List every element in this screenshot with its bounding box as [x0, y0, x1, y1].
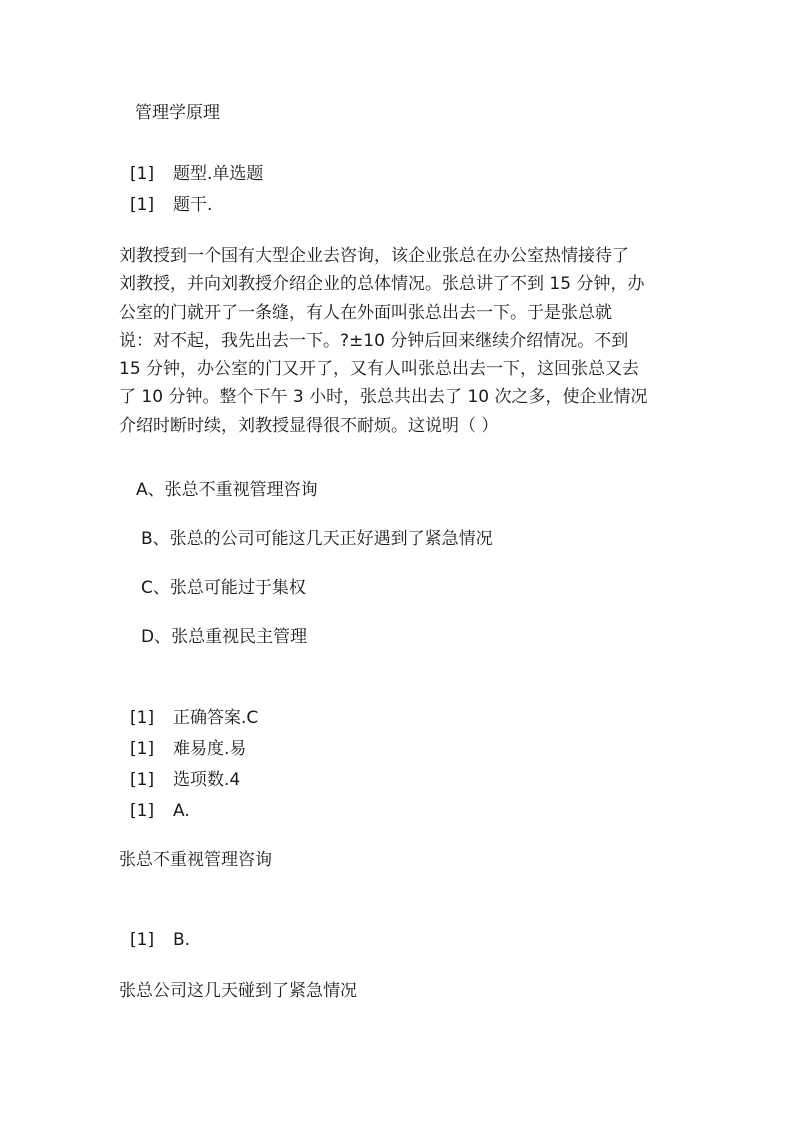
ref-mark: [1]	[130, 770, 155, 790]
question-line: 介绍时断时续，刘教授显得很不耐烦。这说明（ ）	[119, 415, 499, 436]
meta-correct-answer	[130, 707, 258, 729]
doc-title: 管理学原理	[135, 103, 220, 123]
meta-option-b-label	[130, 929, 190, 951]
question-line: 15 分钟，办公室的门又开了，又有人叫张总出去一下，这回张总又去	[119, 359, 640, 380]
ref-mark: [1]	[130, 164, 155, 184]
question-line: 了 10 分钟。整个下午 3 小时，张总共出去了 10 次之多，使企业情况	[119, 387, 648, 408]
meta-difficulty	[130, 738, 246, 760]
question-line: 刘教授，并向刘教授介绍企业的总体情况。张总讲了不到 15 分钟，办	[119, 274, 645, 295]
meta-question-type	[130, 163, 263, 185]
option-b: B、张总的公司可能这几天正好遇到了紧急情况	[141, 529, 493, 549]
option-b-text: 张总公司这几天碰到了紧急情况	[119, 981, 357, 1001]
option-b-label: B.	[173, 930, 191, 950]
question-stem-label: 题干.	[173, 195, 213, 215]
ref-mark: [1]	[130, 195, 155, 215]
ref-mark: [1]	[130, 739, 155, 759]
question-text	[119, 242, 679, 440]
option-d: D、张总重视民主管理	[141, 627, 308, 647]
option-c: C、张总可能过于集权	[141, 578, 306, 598]
option-a-text: 张总不重视管理咨询	[119, 850, 272, 870]
meta-option-a-label	[130, 800, 190, 822]
option-a-label: A.	[173, 801, 190, 821]
difficulty: 难易度.易	[173, 739, 247, 759]
option-count: 选项数.4	[173, 770, 241, 790]
meta-option-count	[130, 769, 240, 791]
ref-mark: [1]	[130, 708, 155, 728]
question-type: 题型.单选题	[173, 164, 264, 184]
ref-mark: [1]	[130, 801, 155, 821]
question-line: 公室的门就开了一条缝，有人在外面叫张总出去一下。于是张总就	[119, 302, 612, 323]
question-line: 说：对不起，我先出去一下。?±10 分钟后回来继续介绍情况。不到	[119, 330, 629, 351]
correct-answer: 正确答案.C	[173, 708, 259, 728]
option-a: A、张总不重视管理咨询	[136, 480, 318, 500]
meta-question-stem	[130, 194, 212, 216]
ref-mark: [1]	[130, 930, 155, 950]
question-line: 刘教授到一个国有大型企业去咨询，该企业张总在办公室热情接待了	[119, 246, 629, 266]
